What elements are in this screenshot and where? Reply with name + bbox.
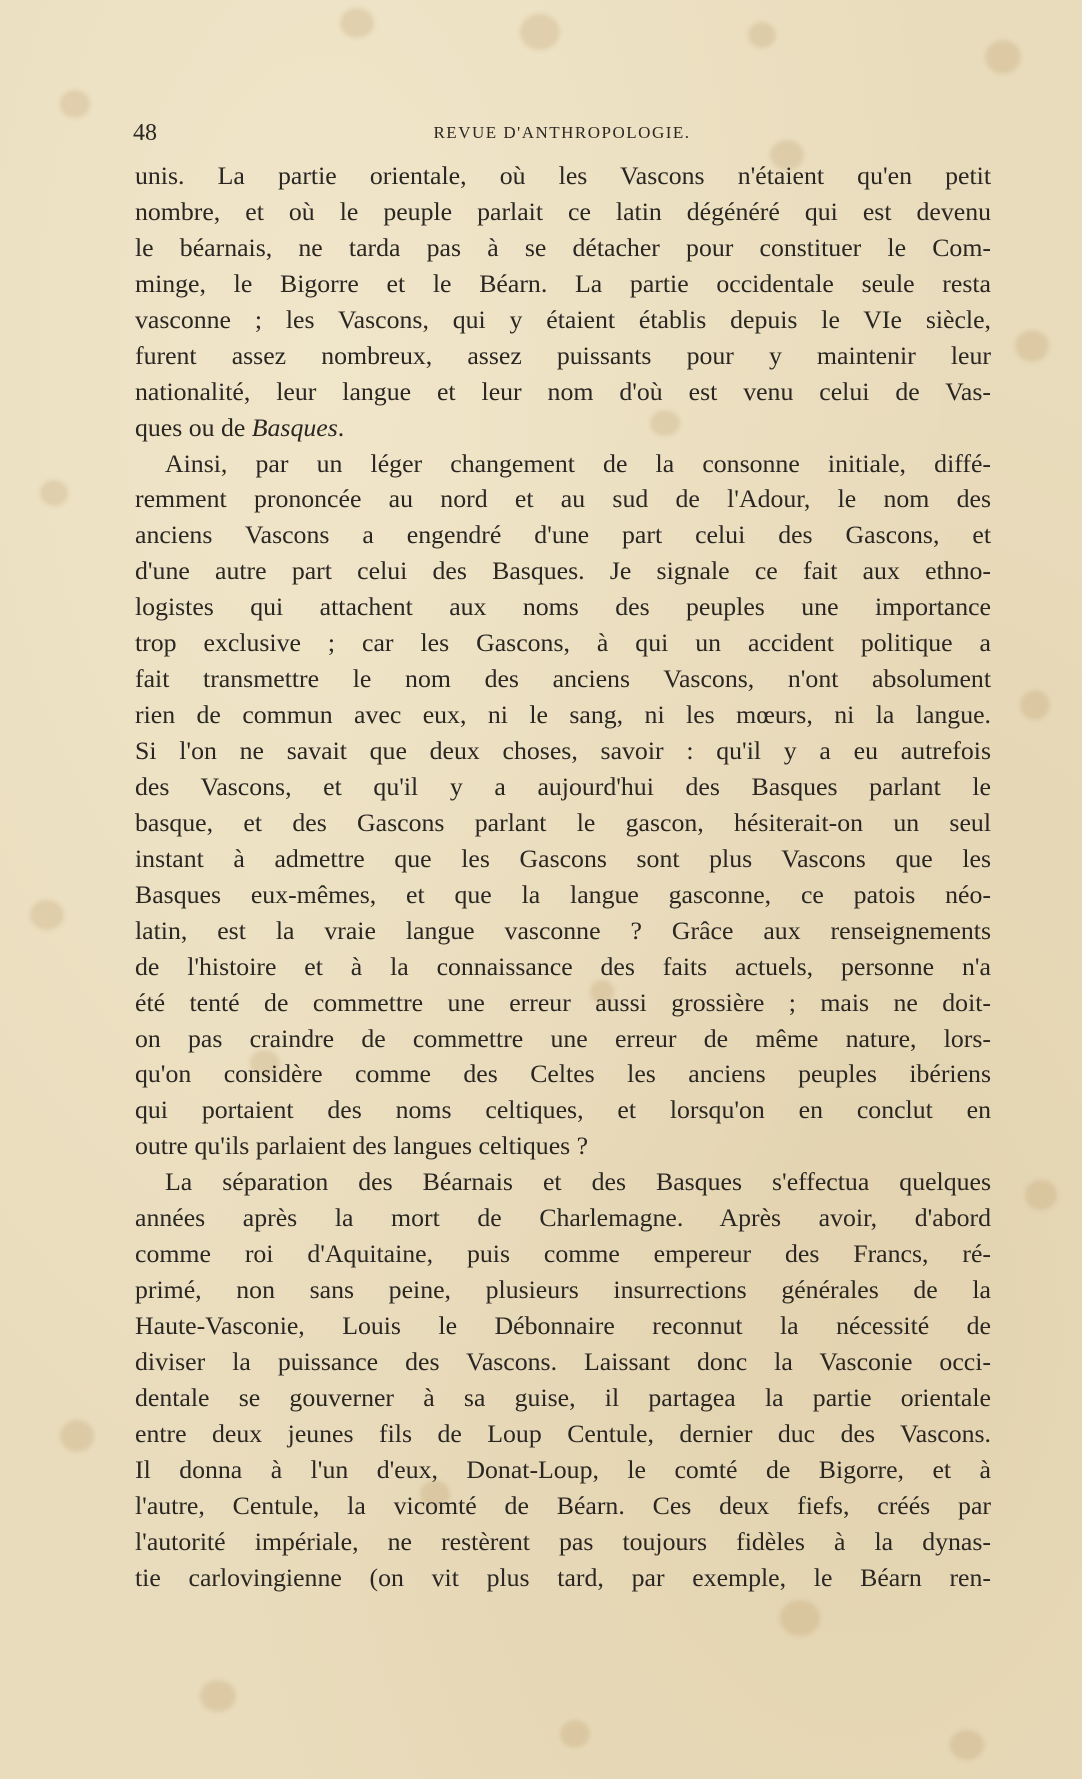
text-line: qu'on considère comme des Celtes les anciens peuples ibériens xyxy=(135,1059,991,1089)
foxing-spot xyxy=(60,1420,94,1452)
text-line: vasconne ; les Vascons, qui y étaient établis depuis le VIe siècle, xyxy=(135,304,991,334)
text-line: été tenté de commettre une erreur aussi grossière ; mais ne doit- xyxy=(135,987,991,1017)
text-fragment: . xyxy=(337,412,345,442)
text-line: primé, non sans peine, plusieurs insurrections générales de la xyxy=(135,1275,991,1305)
page-number: 48 xyxy=(133,120,157,146)
text-line: comme roi d'Aquitaine, puis comme empereur des Francs, ré- xyxy=(135,1239,991,1269)
text-line: fait transmettre le nom des anciens Vascons, n'ont absolument xyxy=(135,664,991,694)
text-line: l'autorité impériale, ne restèrent pas toujours fidèles à la dynas- xyxy=(135,1526,991,1556)
text-line: des Vascons, et qu'il y a aujourd'hui des Basques parlant le xyxy=(135,771,991,801)
text-line: l'autre, Centule, la vicomté de Béarn. Ces deux fiefs, créés par xyxy=(135,1490,991,1520)
foxing-spot xyxy=(30,900,64,930)
text-line: basque, et des Gascons parlant le gascon, hésiterait-on un seul xyxy=(135,807,991,837)
foxing-spot xyxy=(40,480,68,506)
text-line: trop exclusive ; car les Gascons, à qui un accident politique a xyxy=(135,628,991,658)
text-line xyxy=(135,410,991,446)
text-line: anciens Vascons a engendré d'une part celui des Gascons, et xyxy=(135,520,991,550)
foxing-spot xyxy=(200,1680,236,1712)
text-line: nationalité, leur langue et leur nom d'où est venu celui de Vas- xyxy=(135,376,991,406)
text-line: remment prononcée au nord et au sud de l'Adour, le nom des xyxy=(135,484,991,514)
foxing-spot xyxy=(60,90,90,118)
foxing-spot xyxy=(780,1600,820,1636)
text-line: d'une autre part celui des Basques. Je signale ce fait aux ethno- xyxy=(135,556,991,586)
foxing-spot xyxy=(1020,690,1050,720)
text-line: instant à admettre que les Gascons sont plus Vascons que les xyxy=(135,843,991,873)
text-line: diviser la puissance des Vascons. Laissant donc la Vasconie occi- xyxy=(135,1346,991,1376)
text-fragment: ques ou de xyxy=(135,412,252,442)
foxing-spot xyxy=(1015,330,1049,362)
running-title: REVUE D'ANTHROPOLOGIE. xyxy=(433,123,691,142)
text-line: entre deux jeunes fils de Loup Centule, dernier duc des Vascons. xyxy=(135,1418,991,1448)
text-line: Si l'on ne savait que deux choses, savoir : qu'il y a eu autrefois xyxy=(135,736,991,765)
body-text xyxy=(135,158,991,1596)
text-line: dentale se gouverner à sa guise, il partagea la partie orientale xyxy=(135,1382,991,1412)
foxing-spot xyxy=(748,22,776,48)
text-line: on pas craindre de commettre une erreur de même nature, lors- xyxy=(135,1023,991,1053)
text-line: latin, est la vraie langue vasconne ? Grâce aux renseignements xyxy=(135,915,991,945)
text-line: Ainsi, par un léger changement de la consonne initiale, diffé- xyxy=(165,448,991,478)
text-line: tie carlovingienne (on vit plus tard, par exemple, le Béarn ren- xyxy=(135,1562,991,1592)
text-line: le béarnais, ne tarda pas à se détacher pour constituer le Com- xyxy=(135,232,991,262)
foxing-spot xyxy=(985,40,1021,74)
foxing-spot xyxy=(340,8,374,38)
text-line: minge, le Bigorre et le Béarn. La partie occidentale seule resta xyxy=(135,268,991,298)
text-line: outre qu'ils parlaient des langues celtiques ? xyxy=(135,1131,589,1161)
foxing-spot xyxy=(1025,1180,1057,1210)
foxing-spot xyxy=(950,1730,984,1760)
text-line: nombre, et où le peuple parlait ce latin dégénéré qui est devenu xyxy=(135,196,991,226)
text-line: de l'histoire et à la connaissance des faits actuels, personne n'a xyxy=(135,951,991,981)
text-line: logistes qui attachent aux noms des peuples une importance xyxy=(135,592,991,622)
text-line: La séparation des Béarnais et des Basques s'effectua quelques xyxy=(165,1167,991,1197)
text-line: années après la mort de Charlemagne. Après avoir, d'abord xyxy=(135,1203,991,1233)
foxing-spot xyxy=(560,1720,590,1748)
text-line: Basques eux-mêmes, et que la langue gasconne, ce patois néo- xyxy=(135,879,991,909)
italic-term: Basques xyxy=(251,412,338,442)
page-header xyxy=(133,118,991,148)
text-line: Haute-Vasconie, Louis le Débonnaire reconnut la nécessité de xyxy=(135,1311,991,1340)
text-line: rien de commun avec eux, ni le sang, ni les mœurs, ni la langue. xyxy=(135,700,991,730)
text-line: furent assez nombreux, assez puissants pour y maintenir leur xyxy=(135,340,991,370)
foxing-spot xyxy=(520,14,560,50)
text-line: Il donna à l'un d'eux, Donat-Loup, le comté de Bigorre, et à xyxy=(135,1454,991,1484)
text-line: unis. La partie orientale, où les Vascons n'étaient qu'en petit xyxy=(135,161,991,190)
text-line: qui portaient des noms celtiques, et lorsqu'on en conclut en xyxy=(135,1095,991,1125)
